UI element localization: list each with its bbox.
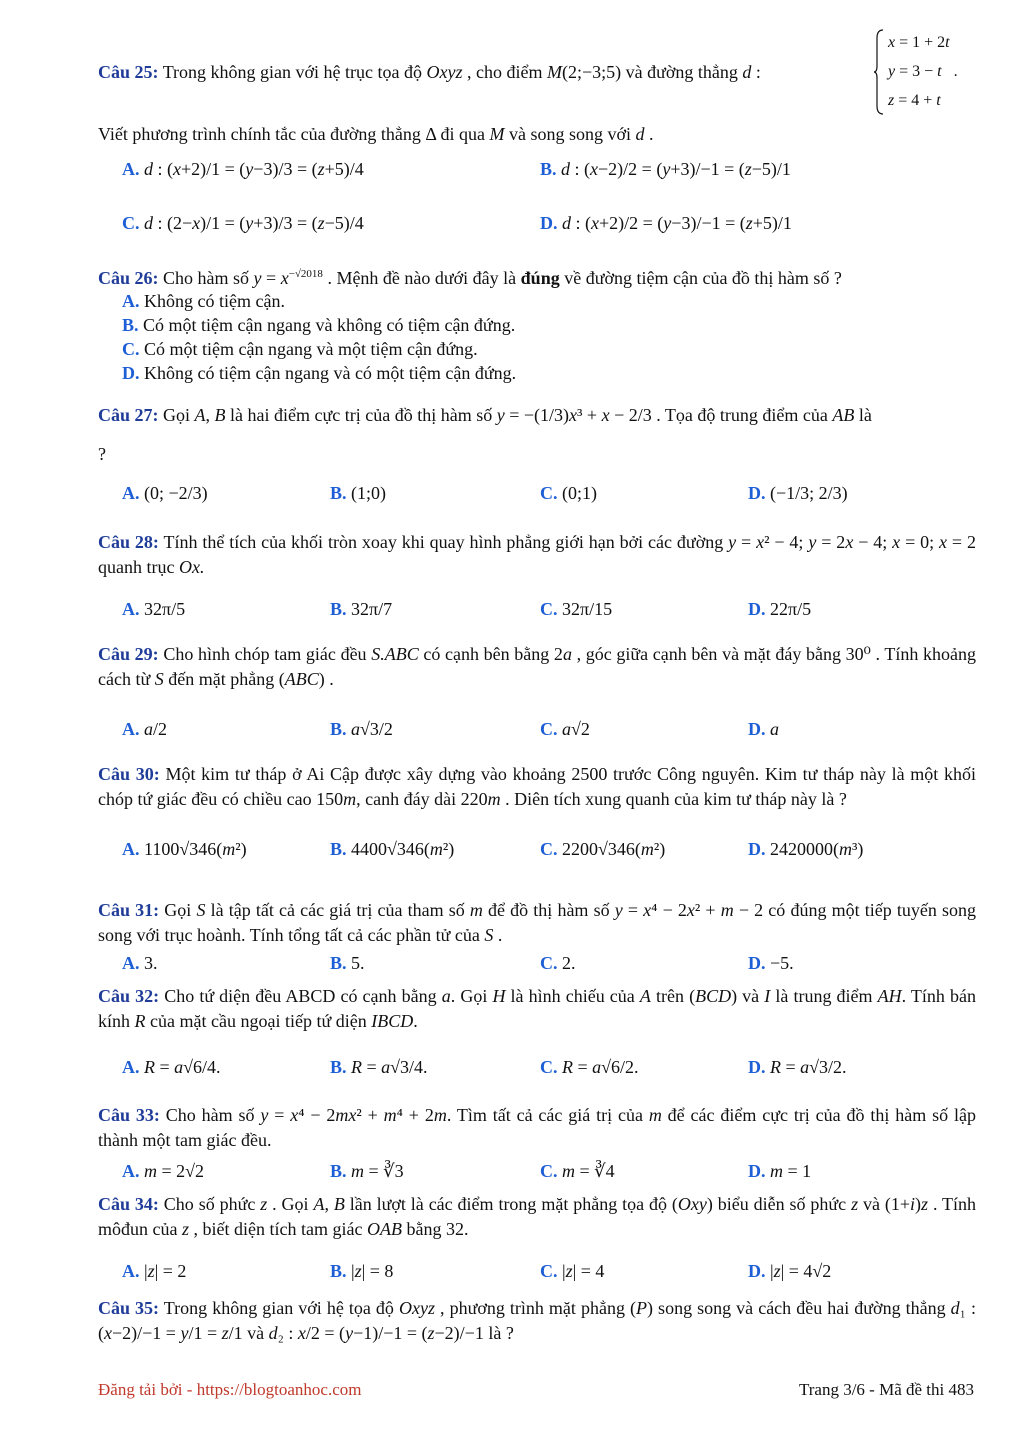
question-25: Câu 25: Trong không gian với hệ trục tọa độ Oxyz , cho điểm M(2;−3;5) và đường thẳng d :: [98, 62, 761, 82]
option-30c[interactable]: C. 2200√346(m²): [540, 839, 666, 859]
option-30a[interactable]: A. 1100√346(m²): [122, 839, 247, 859]
question-26: Câu 26: Cho hàm số $y = x^{-√2018}$ . Mệnh đề nào dưới đây là đúng về đường tiệm cận của đồ thị hàm số ?: [98, 268, 842, 288]
option-33a[interactable]: A. m = 2√2: [122, 1161, 205, 1181]
option-26a[interactable]: A. Không có tiệm cận.: [122, 291, 285, 311]
option-33b[interactable]: B. m = ∛3: [330, 1161, 404, 1181]
question-32: Câu 32: Cho tứ diện đều ABCD có cạnh bằng a. Gọi H là hình chiếu của A trên (BCD) và I là trung điểm AH. Tính bán kính R của mặt cầu ngoại tiếp tứ diện IBCD.: [98, 986, 976, 1031]
option-27c[interactable]: C. (0;1): [540, 483, 597, 503]
option-32b[interactable]: B. R = a√3/4.: [330, 1057, 428, 1077]
option-26b[interactable]: B. Có một tiệm cận ngang và không có tiệm cận đứng.: [122, 315, 516, 335]
option-31c[interactable]: C. 2.: [540, 953, 576, 973]
option-29a[interactable]: A. a/2: [122, 719, 168, 739]
question-34: Câu 34: Cho số phức z . Gọi A, B lần lượt là các điểm trong mặt phẳng tọa độ (Oxy) biểu diễn số phức z và (1+i)z . Tính môđun của z , biết diện tích tam giác OAB bằng 32.: [98, 1194, 977, 1239]
footer-page-number: Trang 3/6 - Mã đề thi 483: [798, 1380, 974, 1399]
option-29d[interactable]: D. a: [748, 719, 779, 739]
question-label: Câu 32:: [98, 986, 160, 1006]
option-34a[interactable]: A. |z| = 2: [122, 1261, 187, 1281]
option-25c[interactable]: C. d : (2−x)/1 = (y+3)/3 = (z−5)/4: [122, 213, 364, 233]
option-32a[interactable]: A. R = a√6/4.: [122, 1057, 221, 1077]
question-27-cont: ?: [98, 444, 106, 464]
option-25a[interactable]: A. d : (x+2)/1 = (y−3)/3 = (z+5)/4: [122, 159, 364, 179]
option-25b[interactable]: B. d : (x−2)/2 = (y+3)/−1 = (z−5)/1: [540, 159, 791, 179]
option-28c[interactable]: C. 32π/15: [540, 599, 613, 619]
option-30b[interactable]: B. 4400√346(m²): [330, 839, 455, 859]
option-27b[interactable]: B. (1;0): [330, 483, 387, 503]
question-33: Câu 33: Cho hàm số y = x⁴ − 2mx² + m⁴ + 2m. Tìm tất cả các giá trị của m để các điểm cực trị của đồ thị hàm số lập thành một tam giác đều.: [98, 1105, 976, 1150]
footer-source: Đăng tải bởi - https://blogtoanhoc.com: [98, 1380, 362, 1399]
option-32d[interactable]: D. R = a√3/2.: [748, 1057, 847, 1077]
question-35: Câu 35: Trong không gian với hệ tọa độ Oxyz , phương trình mặt phẳng (P) song song và cách đều hai đường thẳng d₁ : (x−2)/−1 = y/1 = z/1 và d₂ : x/2 = (y−1)/−1 = (z−2)/−1 là ?: [98, 1298, 976, 1343]
option-26d[interactable]: D. Không có tiệm cận ngang và có một tiệm cận đứng.: [122, 363, 517, 383]
option-32c[interactable]: C. R = a√6/2.: [540, 1057, 639, 1077]
option-29b[interactable]: B. a√3/2: [330, 719, 393, 739]
option-31a[interactable]: A. 3.: [122, 953, 158, 973]
question-30: Câu 30: Một kim tư tháp ở Ai Cập được xây dựng vào khoảng 2500 trước Công nguyên. Kim tư tháp này là một khối chóp tứ giác đều có chiều cao 150m, canh đáy dài 220m . Diên tích xung quanh của kim tư tháp này là ?: [98, 764, 976, 809]
option-34d[interactable]: D. |z| = 4√2: [748, 1261, 832, 1281]
question-label: Câu 27:: [98, 405, 159, 425]
option-34b[interactable]: B. |z| = 8: [330, 1261, 394, 1281]
question-28: Câu 28: Tính thể tích của khối tròn xoay khi quay hình phẳng giới hạn bởi các đường y = x² − 4; y = 2x − 4; x = 0; x = 2 quanh trục Ox.: [98, 532, 976, 577]
option-27a[interactable]: A. (0; −2/3): [122, 483, 208, 503]
option-33d[interactable]: D. m = 1: [748, 1161, 812, 1181]
question-27: Câu 27: Gọi A, B là hai điểm cực trị của đồ thị hàm số y = −(1/3)x³ + x − 2/3 . Tọa độ trung điểm của AB là: [98, 405, 872, 425]
question-label: Câu 25:: [98, 62, 159, 82]
question-31: Câu 31: Gọi S là tập tất cả các giá trị của tham số m để đồ thị hàm số y = x⁴ − 2x² + m − 2 có đúng một tiếp tuyến song song với trục hoành. Tính tổng tất cả các phần tử của S .: [98, 900, 976, 945]
question-25-cont: Viết phương trình chính tắc của đường thẳng Δ đi qua M và song song với d .: [98, 124, 654, 144]
question-label: Câu 28:: [98, 532, 159, 552]
option-27d[interactable]: D. (−1/3; 2/3): [748, 483, 848, 503]
option-34c[interactable]: C. |z| = 4: [540, 1261, 605, 1281]
question-label: Câu 30:: [98, 764, 160, 784]
option-30d[interactable]: D. 2420000(m³): [748, 839, 864, 859]
option-28a[interactable]: A. 32π/5: [122, 599, 186, 619]
option-31b[interactable]: B. 5.: [330, 953, 365, 973]
option-31d[interactable]: D. −5.: [748, 953, 794, 973]
option-29c[interactable]: C. a√2: [540, 719, 590, 739]
question-29: Câu 29: Cho hình chóp tam giác đều S.ABC có cạnh bên bằng 2a , góc giữa cạnh bên và mặt đáy bằng 30⁰ . Tính khoảng cách từ S đến mặt phẳng (ABC) .: [98, 644, 976, 689]
brace-icon: [874, 28, 884, 116]
question-label: Câu 29:: [98, 644, 159, 664]
question-label: Câu 33:: [98, 1105, 160, 1125]
line-system: x = 1 + 2t y = 3 − t . z = 4 + t: [888, 34, 958, 109]
question-label: Câu 31:: [98, 900, 160, 920]
option-25d[interactable]: D. d : (x+2)/2 = (y−3)/−1 = (z+5)/1: [540, 213, 792, 233]
question-label: Câu 26:: [98, 268, 159, 288]
question-label: Câu 35:: [98, 1298, 160, 1318]
option-33c[interactable]: C. m = ∛4: [540, 1161, 615, 1181]
option-28b[interactable]: B. 32π/7: [330, 599, 393, 619]
option-26c[interactable]: C. Có một tiệm cận ngang và một tiệm cận đứng.: [122, 339, 478, 359]
question-label: Câu 34:: [98, 1194, 159, 1214]
option-28d[interactable]: D. 22π/5: [748, 599, 812, 619]
